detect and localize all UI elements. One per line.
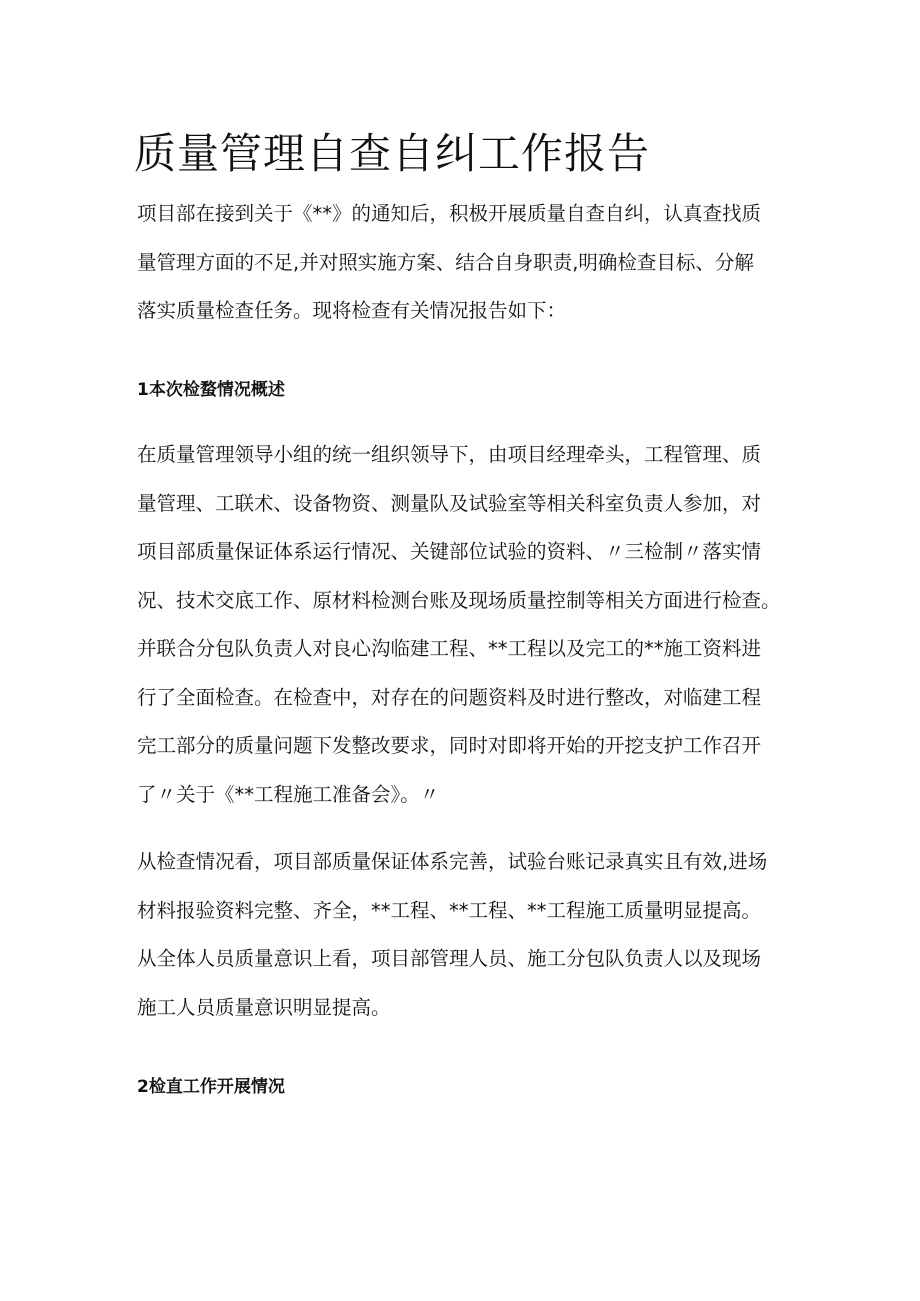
intro-line: 落实质量检查任务。现将检查有关情况报告如下：	[137, 299, 567, 322]
paragraph-line: 行了全面检查。在检查中，对存在的问题资料及时进行整改，对临建工程	[137, 685, 762, 709]
paragraph-line: 量管理、工联术、设备物资、测量队及试验室等相关科室负责人参加，对	[137, 491, 762, 515]
intro-line: 量管理方面的不足,并对照实施方案、结合自身职责,明确检查目标、分解	[137, 250, 754, 274]
paragraph-line: 况、技术交底工作、原材料检测台账及现场质量控制等相关方面进行检查。	[137, 588, 781, 612]
document-title: 质量管理自查自纠工作报告	[134, 129, 651, 178]
paragraph-line: 材料报验资料完整、齐全，**工程、**工程、**工程施工质量明显提高。	[137, 898, 762, 922]
intro-paragraph	[137, 190, 797, 336]
paragraph-line: 施工人员质量意识明显提高。	[137, 995, 391, 1019]
section-1-heading: 1本次检蝥情况概述	[137, 380, 285, 400]
paragraph-line: 并联合分包队负责人对良心沟临建工程、**工程以及完工的**施工资料进	[137, 637, 762, 660]
section-1-paragraph-2	[137, 838, 797, 1032]
paragraph-line: 在质量管理领导小组的统一组织领导下，由项目经理牵头，工程管理、质	[137, 443, 762, 466]
paragraph-line: 从全体人员质量意识上看，项目部管理人员、施工分包队负责人以及现场	[137, 947, 762, 970]
section-1-paragraph-1	[137, 431, 797, 819]
intro-line: 项目部在接到关于《**》的通知后，积极开展质量自查自纠，认真查找质	[137, 202, 762, 225]
paragraph-line: 完工部分的质量问题下发整改要求，同时对即将开始的开挖支护工作召开	[137, 734, 762, 757]
section-2-heading: 2检直工作开展情况	[137, 1077, 285, 1097]
paragraph-line: 了〃关于《**工程施工准备会》。〃	[137, 782, 440, 806]
paragraph-line: 项目部质量保证体系运行情况、关键部位试验的资料、〃三检制〃落实情	[137, 540, 762, 563]
paragraph-line: 从检查情况看，项目部质量保证体系完善，试验台账记录真实且有效,进场	[137, 850, 768, 873]
